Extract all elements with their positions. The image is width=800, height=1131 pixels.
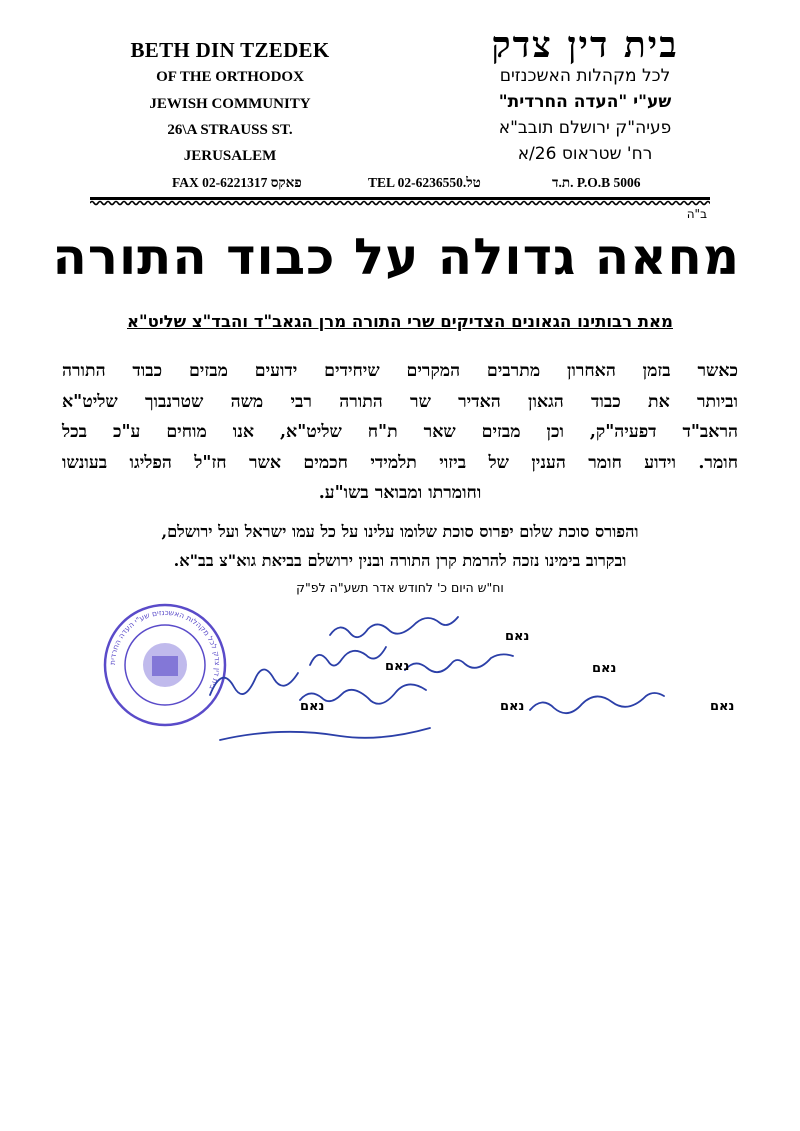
closing-blessing-line-2: ובקרוב בימינו נזכה להרמת קרן התורה ובנין ירושלם בביאת גוא"צ בב"א. [173,551,627,570]
closing-blessing-line-1: והפורס סוכת שלום יפרוס סוכת שלומו עלינו על כל עמו ישראל ועל ירושלם, [161,522,639,541]
signature-2 [405,654,513,672]
letterhead-wave-divider [90,200,710,206]
english-address-line-3: 26\A STRAUSS ST. [167,122,293,138]
hebrew-court-name: בית דין צדק [491,24,679,66]
bh-marker: ב"ה [686,207,707,221]
po-box: ת.ד. P.O.B 5006 [552,175,641,190]
signature-1 [330,617,458,637]
hebrew-address-line-1: לכל מקהלות האשכנזים [499,66,671,86]
english-address-line-4: JERUSALEM [183,148,277,164]
body-line: הראב"ד דפעיה"ק, וכן מבזים שאר ת"ח שליט"א, אנו מוחים ע"כ בכל [62,422,738,442]
stamp-text: בית דין צדק לכל מקהלות האשכנזים שע"י העדה החרדית [107,607,223,692]
english-address-line-2: JEWISH COMMUNITY [149,96,311,112]
english-address-line-1: OF THE ORTHODOX [156,69,304,85]
body-line: וחומרתו ומבואר בשו"ע. [318,483,482,503]
headline: מחאה גדולה על כבוד התורה [52,228,740,286]
nam-label: נאם [505,629,530,644]
nam-label: נאם [500,699,525,714]
subheadline: מאת רבותינו הגאונים הצדיקים שרי התורה מרן הגאב"ד והבד"צ שליט"א [127,312,673,331]
body-line: וביותר את כבוד הגאון האדיר שר התורה רבי משה שטרנבוך שליט"א [62,391,738,412]
nam-label: נאם [300,699,325,714]
signatures-area [180,600,740,760]
hebrew-address-line-2: שע"י "העדה החרדית" [498,92,672,112]
signature-6 [210,669,298,695]
nam-label: נאם [592,661,617,676]
english-court-name: BETH DIN TZEDEK [130,38,330,62]
hebrew-address-line-4: רח' שטראוס 26/א [517,144,653,164]
signature-3 [310,647,386,666]
phone-number: TEL 02-6236550.טל [368,175,481,190]
date-line: וח"ש היום כ' לחודש אדר תשע"ה לפ"ק [296,580,504,595]
hebrew-address-line-3: פעיה"ק ירושלם תובב"א [498,118,672,138]
body-paragraph [62,356,738,509]
signature-5 [530,693,664,713]
body-line: כאשר בזמן האחרון מתרבים המקרים שיחידים ידועים מבזים כבוד התורה [62,361,738,381]
fax-number: FAX 02-6221317 פאקס [172,175,302,190]
body-line: חומר. וידוע חומר הענין של ביזוי תלמידי חכמים אשר חז"ל הפליגו בעונשו [62,452,738,473]
nam-label: נאם [710,699,735,714]
nam-label: נאם [385,659,410,674]
